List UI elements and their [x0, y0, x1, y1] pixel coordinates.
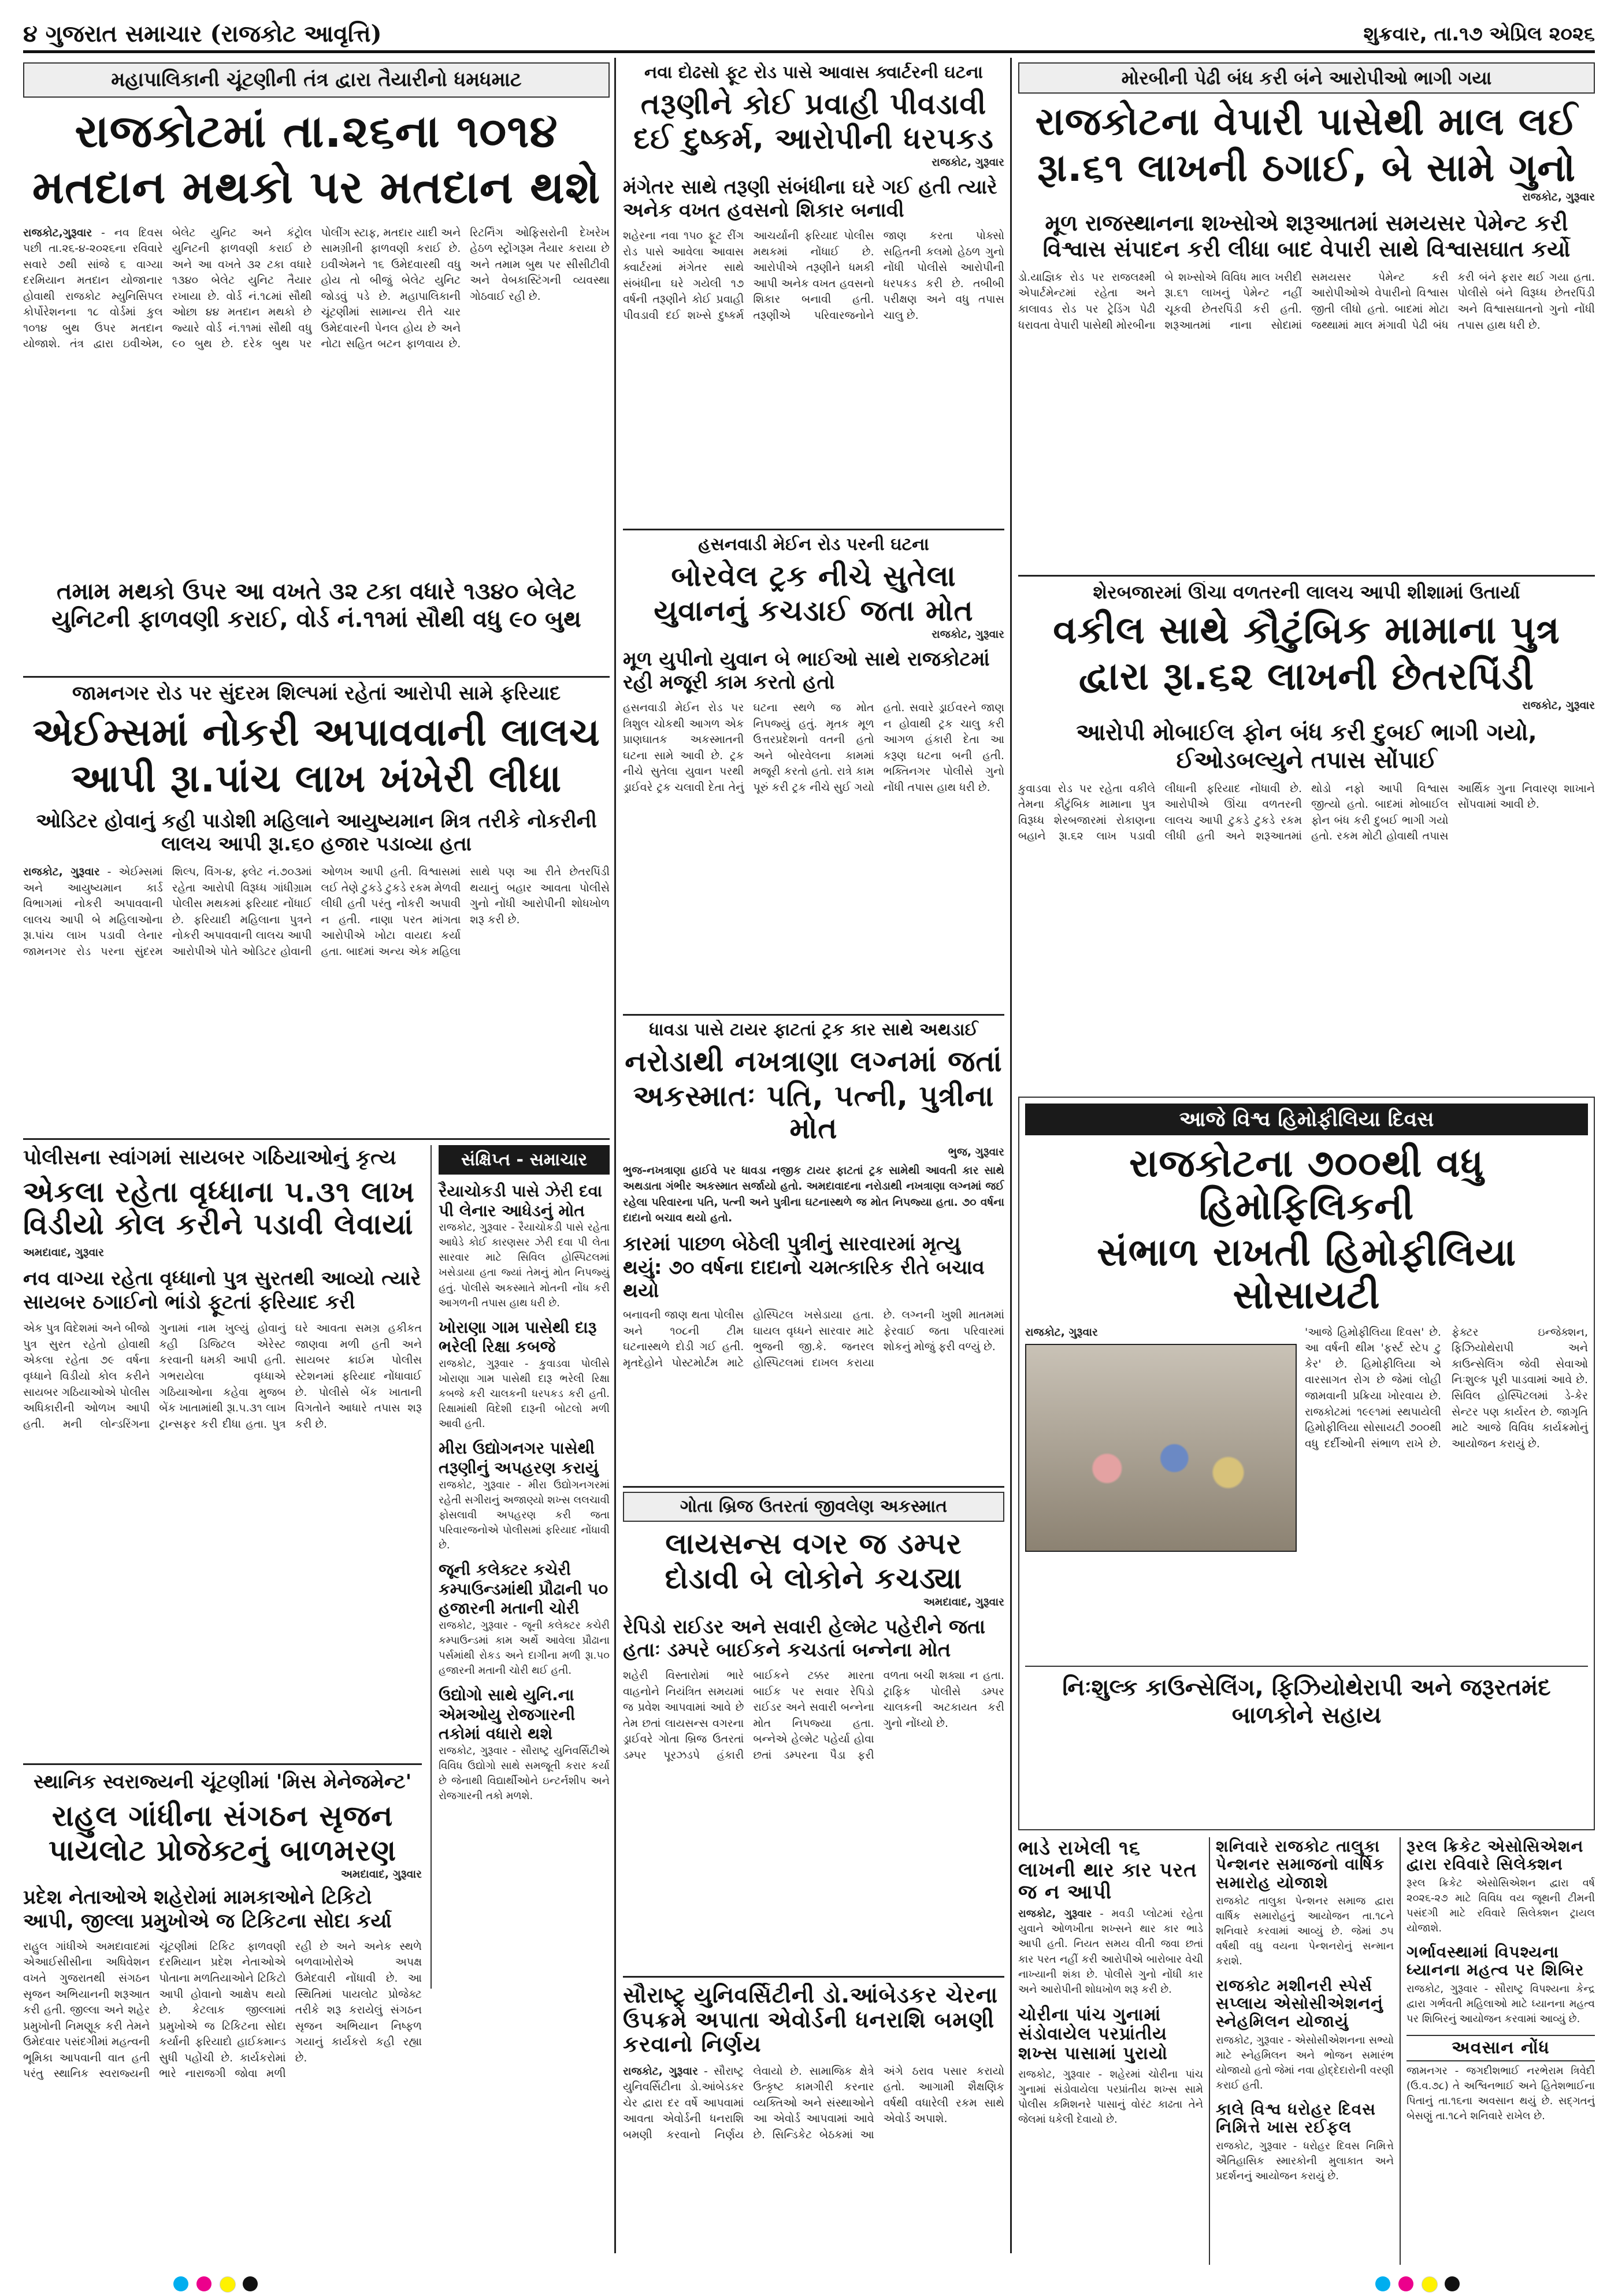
brief-headline: ઉદ્યોગો સાથે યુનિ.ના એમઓયુ રોજગારની તકોમાં વધારો થશે: [439, 1685, 576, 1744]
kicker: જામનગર રોડ પર સુંદરમ શિલ્પમાં રહેતાં આરોપી સામે ફરિયાદ: [72, 682, 561, 705]
section-rule: [623, 529, 1004, 530]
dateline-text: રાજકોટ, ગુરૂવાર: [932, 628, 1004, 641]
section-rule: [23, 676, 610, 678]
brief-body: રાજકોટ, ગુરૂવાર - જૂની કલેક્ટર કચેરી કમ્પાઉન્ડમાં કામ અર્થે આવેલા પ્રૌઢાના પર્સમાંથી રોકડ અને દાગીના મળી રૂા.૫૦ હજારની મતાની ચોરી થઈ હતી.: [439, 1619, 610, 1677]
dateline: [623, 1595, 1004, 1611]
dateline: [623, 1145, 1004, 1161]
brief-news-label: સંક્ષિપ્ત - સમાચાર: [439, 1145, 610, 1175]
kicker: સ્થાનિક સ્વરાજ્યની ચૂંટણીમાં 'મિસ મેનેજમેન્ટ': [33, 1770, 412, 1793]
registration-mark-magenta: [1398, 2276, 1413, 2291]
headline: ગર્ભાવસ્થામાં વિપશ્યના ધ્યાનના મહત્વ પર શિબિર: [1407, 1942, 1584, 1980]
dateline: [623, 627, 1004, 643]
article-body: કુવાડવા રોડ પર રહેતા વકીલે તેમના કૌટુંબિક મામાના પુત્ર વિરૂધ્ધ શેરબજારમાં રોકાણના બહાને રૂા.૬૨ લાખ પડાવી લીધાની ફરિયાદ નોંધાવી છે. આરોપીએ ઊંચા વળતરની લાલચ આપી ટુકડે ટુકડે રકમ લીધી હતી અને શરૂઆતમાં થોડો નફો આપી વિશ્વાસ જીત્યો હતો. બાદમાં મોબાઈલ ફોન બંધ કરી દુબઈ ભાગી ગયો હતો. રકમ મોટી હોવાથી તપાસ આર્થિક ગુના નિવારણ શાખાને સોંપવામાં આવી છે.: [1018, 782, 1595, 843]
headline: દ્વારા રૂા.૬૨ લાખની છેતરપિંડી: [1078, 654, 1535, 699]
dateline-text: અમદાવાદ, ગુરૂવાર: [923, 1596, 1004, 1608]
dateline-text: રાજકોટ, ગુરૂવાર: [1522, 191, 1595, 204]
article-rajkot-election: [23, 62, 610, 669]
brief-headline: ખોરાણા ગામ પાસેથી દારૂ ભરેલી રિક્ષા કબજે: [439, 1317, 597, 1357]
brief-news-column: [431, 1145, 610, 1989]
summary-line: નિઃશુલ્ક કાઉન્સેલિંગ, ફિઝિયોથેરાપી અને જરૂરતમંદ બાળકોને સહાય: [1025, 1666, 1588, 1729]
kicker: નવા દોઢસો ફૂટ રોડ પાસે આવાસ ક્વાર્ટરની ઘટના: [644, 62, 984, 83]
brief-body: રાજકોટ, ગુરૂવાર - સૌરાષ્ટ્ર યુનિવર્સિટીએ વિવિધ ઉદ્યોગો સાથે સમજૂતી કરાર કર્યા છે જેનાથી વિદ્યાર્થીઓને ઇન્ટર્નશીપ અને રોજગારની તકો મળશે.: [439, 1745, 610, 1803]
headline: રૂરલ ક્રિકેટ એસોસિએશન દ્વારા રવિવારે સિલેક્શન: [1407, 1837, 1584, 1874]
dateline-text: અમદાવાદ, ગુરૂવાર: [341, 1867, 422, 1881]
brief-headline: જૂની કલેક્ટર કચેરી કમ્પાઉન્ડમાંથી પ્રૌઢાની ૫૦ હજારની મતાની ચોરી: [439, 1560, 608, 1618]
article-thar-car: [1018, 1837, 1203, 2265]
kicker: આજે વિશ્વ હિમોફીલિયા દિવસ: [1025, 1104, 1588, 1135]
headline: બોરવેલ ટ્રક નીચે સુતેલા: [671, 559, 956, 593]
article-body: હસનવાડી મેઈન રોડ પર ત્રિશુલ ચોકથી આગળ એક પ્રાણઘાતક અકસ્માતની ઘટના સામે આવી છે. ટ્રક નીચે સુતેલા યુવાન પરથી ડ્રાઈવરે ટ્રક ચલાવી દેતા તેનું ઘટના સ્થળે જ મોત નિપજ્યું હતું. મૃતક મૂળ ઉત્તરપ્રદેશનો વતની હતો અને બોરવેલના કામમાં મજૂરી કરતો હતો. રાત્રે કામ પૂરું કરી ટ્રક નીચે સુઈ ગયો હતો. સવારે ડ્રાઈવરને જાણ ન હોવાથી ટ્રક ચાલુ કરી આગળ હંકારી દેતા આ કરૂણ ઘટના બની હતી. ભક્તિનગર પોલીસે ગુનો નોંધી તપાસ હાથ ધરી છે.: [623, 701, 1004, 794]
kicker: હસનવાડી મેઈન રોડ પરની ઘટના: [698, 534, 929, 555]
headline: યુવાનનું કચડાઈ જતા મોત: [654, 594, 974, 627]
headline: રાજકોટ મશીનરી સ્પેર્સ સપ્લાય એસોસીએશનનું સ્નેહમિલન યોજાયું: [1216, 1975, 1383, 2031]
subheadline: મંગેતર સાથે તરૂણી સંબંધીના ઘરે ગઈ હતી ત્યારે અનેક વખત હવસનો શિકાર બનાવી: [623, 175, 997, 222]
article-body: રાજકોટ તાલુકા પેન્શનર સમાજ દ્વારા વાર્ષિક સમારોહનું આયોજન તા.૧૮ને શનિવારે કરવામાં આવ્યું છે. જેમાં ૭૫ વર્ષથી વધુ વયના પેન્શનરોનું સન્માન કરાશે.: [1216, 1895, 1394, 1968]
headline: અકસ્માતઃ પતિ, પત્ની, પુત્રીના મોત: [633, 1079, 994, 1145]
dateline-text: ભુજ, ગુરૂવાર: [948, 1146, 1004, 1158]
registration-mark-black: [1445, 2276, 1460, 2291]
body-text: નવ દિવસ પછી તા.૨૬-૪-૨૦૨૬ના રવિવારે સવારે ૭થી સાંજે ૬ વાગ્યા દરમિયાન મતદાન યોજાનાર હોવાથી રાજકોટ મ્યુનિસિપલ કોર્પોરેશનના ૧૮ વોર્ડમાં કુલ ૧૦૧૪ બુથ ઉપર મતદાન યોજાશે. તંત્ર દ્વારા ઇવીએમ, બેલેટ યુનિટ અને કંટ્રોલ યુનિટની ફાળવણી કરાઈ છે અને આ વખતે ૩૨ ટકા વધારે ૧૩૪૦ બેલેટ યુનિટ તૈયાર રખાયા છે. વોર્ડ નં.૧૮માં સૌથી ઓછા ૪૪ મતદાન મથકો છે જ્યારે વોર્ડ નં.૧૧માં સૌથી વધુ ૯૦ બુથ છે. દરેક બુથ પર પોલીંગ સ્ટાફ, મતદાર યાદી અને સામગ્રીની ફાળવણી કરાઈ છે. ઇવીએમને ૧૬ ઉમેદવારથી વધુ હોય તો બીજું બેલેટ યુનિટ જોડવું પડે છે. મહાપાલિકાની ચૂંટણીમાં સામાન્ય રીતે ચાર ઉમેદવારની પેનલ હોય છે અને નોટા સહિત બટન ફાળવાય છે. રિટર્નિંગ ઓફિસરોની દેખરેખ હેઠળ સ્ટ્રોંગરૂમ તૈયાર કરાયા છે અને તમામ બુથ પર સીસીટીવી અને વેબકાસ્ટિંગની વ્યવસ્થા ગોઠવાઈ રહી છે.: [23, 226, 610, 351]
dateline: રાજકોટ, ગુરૂવાર: [1018, 1908, 1092, 1920]
headline: શનિવારે રાજકોટ તાલુકા પેન્શનર સમાજનો વાર્ષિક સમારોહ યોજાશે: [1216, 1837, 1385, 1892]
headline: મતદાન મથકો પર મતદાન થશે: [32, 162, 601, 214]
article-body: શહેરી વિસ્તારોમાં ભારે વાહનોને નિયંત્રિત સમયમાં જ પ્રવેશ આપવામાં આવે છે તેમ છતાં લાયસન્સ વગરના ડ્રાઈવરે ગોતા બ્રિજ ઉતરતાં ડમ્પર પૂરઝડપે હંકારી બાઈકને ટક્કર મારતા બાઈક પર સવાર રેપિડો રાઈડર અને સવારી બન્નેના મોત નિપજ્યા હતા. બન્નેએ હેલ્મેટ પહેર્યા હોવા છતાં ડમ્પરના પૈડા ફરી વળતા બચી શક્યા ન હતા. ટ્રાફિક પોલીસે ડમ્પર ચાલકની અટકાયત કરી ગુનો નોંધ્યો છે.: [623, 1669, 1004, 1762]
page-date: શુક્રવાર, તા.૧૭ એપ્રિલ ૨૦૨૬: [1363, 22, 1595, 46]
headline: ચોરીના પાંચ ગુનામાં સંડોવાયેલ પરપ્રાંતીય શખ્સ પાસામાં પુરાયો: [1018, 2004, 1168, 2064]
brief-headline: રૈયાચોકડી પાસે ઝેરી દવા પી લેનાર આધેડનું મોત: [439, 1182, 602, 1220]
headline: દોડાવી બે લોકોને કચડ્યા: [665, 1562, 963, 1595]
brief-body: રાજકોટ, ગુરૂવાર - મીરા ઉદ્યોગનગરમાં રહેતી સગીરાનું અજાણ્યો શખ્સ લલચાવી ફોસલાવી અપહરણ કરી જતા પરિવારજનોએ પોલીસમાં ફરિયાદ નોંધાવી છે.: [439, 1478, 610, 1551]
article-body: રાજકોટ, ગુરૂવાર - સૌરાષ્ટ્ર યુનિવર્સિટીના ડો.આંબેડકર ચેર દ્વારા દર વર્ષે આપવામાં આવતા એવોર્ડની ધનરાશિ બમણી કરવાનો નિર્ણય લેવાયો છે. સામાજિક ક્ષેત્રે ઉત્કૃષ્ટ કામગીરી કરનાર વ્યક્તિઓ અને સંસ્થાઓને આ એવોર્ડ આપવામાં આવે છે. સિન્ડિકેટ બેઠકમાં આ અંગે ઠરાવ પસાર કરાયો હતો. આગામી શૈક્ષણિક વર્ષથી વધારેલી રકમ સાથે એવોર્ડ અપાશે.: [623, 2064, 1004, 2141]
section-rule: [23, 1138, 610, 1140]
body-text: એઈમ્સમાં અને આયુષ્યમાન કાર્ડ વિભાગમાં નોકરી અપાવવાની લાલચ આપી બે મહિલાઓના રૂા.પાંચ લાખ પડાવી લેનાર જામનગર રોડ પરના સુંદરમ શિલ્પ, વિંગ-૪, ફ્લેટ નં.૭૦૩માં રહેતા આરોપી વિરૂધ્ધ ગાંધીગ્રામ પોલીસ મથકમાં ફરિયાદ નોંધાઈ છે. ફરિયાદી મહિલાના પુત્રને નોકરી અપાવવાની લાલચ આપી આરોપીએ પોતે ઓડિટર હોવાની ઓળખ આપી હતી. વિશ્વાસમાં લઈ તેણે ટુકડે ટુકડે રકમ મેળવી લીધી હતી પરંતુ નોકરી અપાવી ન હતી. નાણા પરત માંગતા આરોપીએ ખોટા વાયદા કર્યા હતા. બાદમાં અન્ય એક મહિલા સાથે પણ આ રીતે છેતરપિંડી થયાનું બહાર આવતા પોલીસે ગુનો નોંધી આરોપીની શોધખોળ શરૂ કરી છે.: [23, 865, 610, 958]
article-body: રાજકોટ, ગુરૂવાર - એસોસીએશનના સભ્યો માટે સ્નેહમિલન અને ભોજન સમારંભ યોજાયો હતો જેમાં નવા હોદ્દેદારોની વરણી કરાઈ હતી.: [1216, 2034, 1394, 2091]
section-rule: [623, 1976, 1004, 1978]
brief-headline: મીરા ઉદ્યોગનગર પાસેથી તરૂણીનું અપહરણ કરાયું: [439, 1439, 599, 1477]
article-body: રાજકોટ, ગુરૂવાર - ધરોહર દિવસ નિમિત્તે ઐતિહાસિક સ્મારકોની મુલાકાત અને પ્રદર્શનનું આયોજન કરાયું છે.: [1216, 2139, 1394, 2182]
headline: પાયલોટ પ્રોજેક્ટનું બાળમરણ: [48, 1833, 397, 1867]
dateline: [23, 1245, 422, 1261]
registration-mark-yellow: [1422, 2276, 1438, 2293]
registration-mark-black: [243, 2276, 258, 2291]
column-pensioners: [1209, 1837, 1394, 2265]
kicker: ગોતા બ્રિજ ઉતરતાં જીવલેણ અકસ્માત: [623, 1492, 1004, 1522]
article-body: બનાવની જાણ થતા પોલીસ અને ૧૦૮ની ટીમ ઘટનાસ્થળે દોડી ગઈ હતી. મૃતદેહોને પોસ્ટમોર્ટમ માટે હોસ્પિટલ ખસેડાયા હતા. ઘાયલ વૃધ્ધને સારવાર માટે ભુજની જી.કે. જનરલ હોસ્પિટલમાં દાખલ કરાયા છે. લગ્નની ખુશી માતમમાં ફેરવાઈ જતા પરિવારમાં શોકનું મોજું ફરી વળ્યું છે.: [623, 1309, 1004, 1369]
article-university-award: [623, 1983, 1004, 2266]
article-family-accident: [623, 1020, 1004, 1482]
dateline: રાજકોટ, ગુરૂવાર: [623, 2064, 698, 2078]
article-body: રાજકોટ, ગુરૂવાર - શહેરમાં ચોરીના પાંચ ગુનામાં સંડોવાયેલા પરપ્રાંતીય શખ્સ સામે પોલીસ કમિશનરે પાસાનું વોરંટ કાઢતા તેને જેલમાં ધકેલી દેવાયો છે.: [1018, 2068, 1203, 2126]
subheadline: કારમાં પાછળ બેઠેલી પુત્રીનું સારવારમાં મૃત્યુ થયું: ૭૦ વર્ષના દાદાનો ચમત્કારિક રીતે બચાવ થયો: [623, 1232, 985, 1303]
dateline: [1018, 698, 1595, 714]
article-body: રાજકોટ,ગુરૂવાર - નવ દિવસ પછી તા.૨૬-૪-૨૦૨૬ના રવિવારે સવારે ૭થી સાંજે ૬ વાગ્યા દરમિયાન મતદાન યોજાનાર હોવાથી રાજકોટ મ્યુનિસિપલ કોર્પોરેશનના ૧૮ વોર્ડમાં કુલ ૧૦૧૪ બુથ ઉપર મતદાન યોજાશે. તંત્ર દ્વારા ઇવીએમ, બેલેટ યુનિટ અને કંટ્રોલ યુનિટની ફાળવણી કરાઈ છે અને આ વખતે ૩૨ ટકા વધારે ૧૩૪૦ બેલેટ યુનિટ તૈયાર રખાયા છે. વોર્ડ નં.૧૮માં સૌથી ઓછા ૪૪ મતદાન મથકો છે જ્યારે વોર્ડ નં.૧૧માં સૌથી વધુ ૯૦ બુથ છે. દરેક બુથ પર પોલીંગ સ્ટાફ, મતદાર યાદી અને સામગ્રીની ફાળવણી કરાઈ છે. ઇવીએમને ૧૬ ઉમેદવારથી વધુ હોય તો બીજું બેલેટ યુનિટ જોડવું પડે છે. મહાપાલિકાની ચૂંટણીમાં સામાન્ય રીતે ચાર ઉમેદવારની પેનલ હોય છે અને નોટા સહિત બટન ફાળવાય છે. રિટર્નિંગ ઓફિસરોની દેખરેખ હેઠળ સ્ટ્રોંગરૂમ તૈયાર કરાયા છે અને તમામ બુથ પર સીસીટીવી અને વેબકાસ્ટિંગની વ્યવસ્થા ગોઠવાઈ રહી છે.: [23, 226, 610, 351]
article-trader-fraud: [1018, 62, 1595, 571]
dateline: રાજકોટ, ગુરૂવાર: [23, 865, 100, 879]
article-body: રાજકોટ, ગુરૂવાર - સૌરાષ્ટ્ર વિપશ્યના કેન્દ્ર દ્વારા ગર્ભવતી મહિલાઓ માટે ધ્યાનના મહત્વ પર શિબિરનું આયોજન કરવામાં આવ્યું છે.: [1407, 1982, 1595, 2025]
kicker: ધાવડા પાસે ટાયર ફાટતાં ટ્રક કાર સાથે અથડાઈ: [649, 1020, 978, 1040]
headline: રાહુલ ગાંધીના સંગઠન સૃજન: [51, 1799, 394, 1833]
subheadline: આરોપી મોબાઈલ ફોન બંધ કરી દુબઈ ભાગી ગયો, ઈઓડબલ્યુને તપાસ સોંપાઈ: [1076, 719, 1537, 774]
headline: લાયસન્સ વગર જ ડમ્પર: [665, 1527, 962, 1561]
article-body: 'આજે હિમોફીલિયા દિવસ' છે. આ વર્ષની થીમ 'ફર્સ્ટ સ્ટેપ ટુ કેર' છે. હિમોફીલિયા એ વારસાગત રોગ છે જેમાં લોહી જામવાની પ્રક્રિયા ખોરવાય છે. રાજકોટમાં ૧૯૯૧માં સ્થપાયેલી હિમોફીલિયા સોસાયટી ૭૦૦થી વધુ દર્દીઓની સંભાળ રાખે છે. ફેક્ટર ઇન્જેક્શન, ફિઝિયોથેરાપી અને કાઉન્સેલિંગ જેવી સેવાઓ નિઃશુલ્ક પૂરી પાડવામાં આવે છે. સિવિલ હોસ્પિટલમાં ડે-કેર સેન્ટર પણ કાર્યરત છે. જાગૃતિ માટે આજે વિવિધ કાર્યક્રમોનું આયોજન કરાયું છે.: [1305, 1325, 1588, 1450]
kicker: શેરબજારમાં ઊંચા વળતરની લાલચ આપી શીશામાં ઉતાર્યા: [1093, 581, 1520, 603]
section-rule: [623, 1486, 1004, 1488]
article-cyber-fraud: [23, 1145, 422, 1758]
obituary-body: જામનગર - જગદીશભાઈ નરભેરામ ત્રિવેદી (ઉ.વ.૭૮) તે અશ્વિનભાઈ અને હિતેશભાઈના પિતાનું તા.૧૬ના અવસાન થયું છે. સદ્ગતનું બેસણું તા.૧૮ને શનિવારે રાખેલ છે.: [1407, 2064, 1595, 2122]
subheadline: રેપિડો રાઈડર અને સવારી હેલ્મેટ પહેરીને જતા હતાઃ ડમ્પરે બાઈકને કચડતાં બન્નેના મોત: [623, 1615, 986, 1662]
headline: કાલે વિશ્વ ધરોહર દિવસ નિમિત્તે ખાસ રઈફલ: [1216, 2100, 1376, 2137]
article-body: એક પુત્ર વિદેશમાં અને બીજો પુત્ર સુરત રહેતો હોવાથી એકલા રહેતા ૭૯ વર્ષના વૃધ્ધાને વિડીયો કોલ કરીને સાયબર ગઠિયાઓએ પોલીસ અધિકારીની ઓળખ આપી હતી. મની લોન્ડરિંગના ગુનામાં નામ ખુલ્યું હોવાનું કહી ડિજિટલ એરેસ્ટ કરવાની ધમકી આપી હતી. ગભરાયેલા વૃધ્ધાએ ગઠિયાઓના કહેવા મુજબ બેંક ખાતામાંથી રૂા.૫.૩૧ લાખ ટ્રાન્સફર કરી દીધા હતા. પુત્ર ઘરે આવતા સમગ્ર હકીકત જાણવા મળી હતી અને સાયબર ક્રાઈમ પોલીસ સ્ટેશનમાં ફરિયાદ નોંધાવાઈ છે. પોલીસે બેંક ખાતાની વિગતોને આધારે તપાસ શરૂ કરી છે.: [23, 1322, 422, 1431]
headline: રાજકોટના ૭૦૦થી વધુ હિમોફિલિકની: [1129, 1141, 1485, 1229]
section-rule: [1018, 575, 1595, 577]
subheadline: મૂળ રાજસ્થાનના શખ્સોએ શરૂઆતમાં સમયસર પેમેન્ટ કરી વિશ્વાસ સંપાદન કરી લીધા બાદ વેપારી સાથે વિશ્વાસઘાત કર્યો: [1042, 210, 1571, 262]
page-masthead: ૪ ગુજરાત સમાચાર (રાજકોટ આવૃત્તિ): [23, 20, 382, 47]
headline: દઈ દુષ્કર્મ, આરોપીની ધરપકડ: [633, 122, 994, 155]
article-aiims-job-fraud: [23, 682, 610, 1132]
obituary-heading: અવસાન નોંધ: [1407, 2035, 1595, 2061]
column-rule: [614, 58, 616, 2253]
summary-line: તમામ મથકો ઉપર આ વખતે ૩૨ ટકા વધારે ૧૩૪૦ બેલેટ યુનિટની ફાળવણી કરાઈ, વોર્ડ નં.૧૧માં સૌથી વધુ ૯૦ બુથ: [51, 578, 581, 633]
dateline-text: રાજકોટ, ગુરૂવાર: [1025, 1325, 1098, 1339]
headline: નરોડાથી નખત્રાણા લગ્નમાં જતાં: [625, 1045, 1003, 1078]
headline: રાજકોટના વેપારી પાસેથી માલ લઈ: [1035, 99, 1578, 144]
article-lawyer-fraud: [1018, 581, 1595, 1090]
article-body: રાહુલ ગાંધીએ અમદાવાદમાં એઆઈસીસીના અધિવેશન વખતે ગુજરાતથી સંગઠન સૃજન અભિયાનની શરૂઆત કરી હતી. જીલ્લા અને શહેર પ્રમુખોની નિમણૂક કરી તેમને ઉમેદવાર પસંદગીમાં મહત્વની ભૂમિકા આપવાની વાત હતી પરંતુ સ્થાનિક સ્વરાજ્યની ચૂંટણીમાં ટિકિટ ફાળવણી દરમિયાન પ્રદેશ નેતાઓએ પોતાના મળતિયાઓને ટિકિટો આપી હોવાનો આક્ષેપ થયો છે. કેટલાક જીલ્લામાં પ્રમુખોએ જ ટિકિટના સોદા કર્યાની ફરિયાદો હાઈકમાન્ડ સુધી પહોંચી છે. કાર્યકરોમાં ભારે નારાજગી જોવા મળી રહી છે અને અનેક સ્થળે બળવાખોરોએ અપક્ષ ઉમેદવારી નોંધાવી છે. આ સ્થિતિમાં પાયલોટ પ્રોજેક્ટ તરીકે શરૂ કરાયેલું સંગઠન સૃજન અભિયાન નિષ્ફળ ગયાનું કાર્યકરો કહી રહ્યા છે.: [23, 1940, 422, 2080]
article-body: રાજકોટ, ગુરૂવાર - એઈમ્સમાં અને આયુષ્યમાન કાર્ડ વિભાગમાં નોકરી અપાવવાની લાલચ આપી બે મહિલાઓના રૂા.પાંચ લાખ પડાવી લેનાર જામનગર રોડ પરના સુંદરમ શિલ્પ, વિંગ-૪, ફ્લેટ નં.૭૦૩માં રહેતા આરોપી વિરૂધ્ધ ગાંધીગ્રામ પોલીસ મથકમાં ફરિયાદ નોંધાઈ છે. ફરિયાદી મહિલાના પુત્રને નોકરી અપાવવાની લાલચ આપી આરોપીએ પોતે ઓડિટર હોવાની ઓળખ આપી હતી. વિશ્વાસમાં લઈ તેણે ટુકડે ટુકડે રકમ મેળવી લીધી હતી પરંતુ નોકરી અપાવી ન હતી. નાણા પરત માંગતા આરોપીએ ખોટા વાયદા કર્યા હતા. બાદમાં અન્ય એક મહિલા સાથે પણ આ રીતે છેતરપિંડી થયાનું બહાર આવતા પોલીસે ગુનો નોંધી આરોપીની શોધખોળ શરૂ કરી છે.: [23, 865, 610, 958]
article-dumper-accident: [623, 1492, 1004, 1971]
registration-mark-cyan: [173, 2276, 188, 2291]
headline: ભાડે રાખેલી ૧૬ લાખની થાર કાર પરત જ ન આપી: [1018, 1837, 1197, 1904]
page-header: [23, 17, 1595, 53]
article-body: રૂરલ ક્રિકેટ એસોસિએશન દ્વારા વર્ષ ૨૦૨૬-૨૭ માટે વિવિધ વય જૂથની ટીમની પસંદગી માટે રવિવારે સિલેક્શન ટ્રાયલ યોજાશે.: [1407, 1877, 1595, 1934]
section-rule: [623, 1014, 1004, 1016]
section-rule: [23, 1763, 422, 1765]
column-cricket: [1400, 1837, 1595, 2265]
dateline-text: અમદાવાદ, ગુરૂવાર: [23, 1246, 104, 1260]
article-borewell-truck: [623, 534, 1004, 1008]
article-congress-organisation: [23, 1770, 422, 2267]
headline: એકલા રહેતા વૃધ્ધાના ૫.૩૧ લાખ વિડીયો કોલ કરીને પડાવી લેવાયાં: [23, 1175, 415, 1242]
article-assault-arrest: [623, 62, 1004, 525]
article-body: રાજકોટ, ગુરૂવાર - મવડી પ્લોટમાં રહેતા યુવાને ઓળખીતા શખ્સને થાર કાર ભાડે આપી હતી. નિયત સમય વીતી જવા છતાં કાર પરત નહીં કરી આરોપીએ બારોબાર વેચી નાખ્યાની શંકા છે. પોલીસે ગુનો નોંધી કાર અને આરોપીની શોધખોળ શરૂ કરી છે.: [1018, 1908, 1203, 1996]
column-rule: [1010, 58, 1012, 2253]
body-text: સૌરાષ્ટ્ર યુનિવર્સિટીના ડો.આંબેડકર ચેર દ્વારા દર વર્ષે આપવામાં આવતા એવોર્ડની ધનરાશિ બમણી કરવાનો નિર્ણય લેવાયો છે. સામાજિક ક્ષેત્રે ઉત્કૃષ્ટ કામગીરી કરનાર વ્યક્તિઓ અને સંસ્થાઓને આ એવોર્ડ આપવામાં આવે છે. સિન્ડિકેટ બેઠકમાં આ અંગે ઠરાવ પસાર કરાયો હતો. આગામી શૈક્ષણિક વર્ષથી વધારેલી રકમ સાથે એવોર્ડ અપાશે.: [623, 2064, 1004, 2141]
dateline: [1025, 1325, 1297, 1341]
registration-mark-cyan: [1375, 2276, 1390, 2291]
article-hemophilia: [1018, 1097, 1595, 1830]
registration-mark-yellow: [220, 2276, 236, 2293]
subheadline: મૂળ યુપીનો યુવાન બે ભાઈઓ સાથે રાજકોટમાં રહી મજૂરી કામ કરતો હતો: [623, 647, 990, 694]
kicker: મોરબીની પેઢી બંધ કરી બંને આરોપીઓ ભાગી ગયા: [1018, 62, 1595, 94]
headline: સૌરાષ્ટ્ર યુનિવર્સિટીની ડો.આંબેડકર ચેરના ઉપક્રમે અપાતા એવોર્ડની ધનરાશિ બમણી કરવાનો નિર્ણય: [623, 1983, 999, 2057]
article-body: શહેરના નવા ૧૫૦ ફૂટ રીંગ રોડ પાસે આવેલા આવાસ ક્વાર્ટરમાં મંગેતર સાથે સંબંધીના ઘરે ગયેલી ૧૭ વર્ષની તરૂણીને કોઈ પ્રવાહી પીવડાવી દઈ શખ્સે દુષ્કર્મ આચર્યાની ફરિયાદ પોલીસ મથકમાં નોંધાઈ છે. આરોપીએ તરૂણીને ધમકી આપી અનેક વખત હવસનો શિકાર બનાવી હતી. તરૂણીએ પરિવારજનોને જાણ કરતા પોક્સો સહિતની કલમો હેઠળ ગુનો નોંધી પોલીસે આરોપીની ધરપકડ કરી છે. તબીબી પરીક્ષણ અને વધુ તપાસ ચાલુ છે.: [623, 229, 1004, 322]
dateline: [23, 1867, 422, 1883]
subheadline: ઓડિટર હોવાનું કહી પાડોશી મહિલાને આયુષ્યમાન મિત્ર તરીકે નોકરીની લાલચ આપી રૂા.૬૦ હજાર પડાવ્યા હતા: [36, 809, 597, 856]
article-body: ડો.યાજ્ઞિક રોડ પર રાજલક્ષ્મી એપાર્ટમેન્ટમાં રહેતા અને કાલાવડ રોડ પર ટ્રેડિંગ પેઢી ધરાવતા વેપારી પાસેથી મોરબીના બે શખ્સોએ વિવિધ માલ ખરીદી રૂા.૬૧ લાખનું પેમેન્ટ નહીં ચૂકવી છેતરપિંડી કરી હતી. શરૂઆતમાં નાના સોદામાં સમયસર પેમેન્ટ કરી આરોપીઓએ વેપારીનો વિશ્વાસ જીતી લીધો હતો. બાદમાં મોટા જથ્થામાં માલ મંગાવી પેઢી બંધ કરી બંને ફરાર થઈ ગયા હતા. પોલીસે બંને વિરૂધ્ધ છેતરપિંડી અને વિશ્વાસઘાતનો ગુનો નોંધી તપાસ હાથ ધરી છે.: [1018, 270, 1595, 332]
headline: રાજકોટમાં તા.૨૬ના ૧૦૧૪: [75, 105, 558, 158]
body-text: મવડી પ્લોટમાં રહેતા યુવાને ઓળખીતા શખ્સને થાર કાર ભાડે આપી હતી. નિયત સમય વીતી જવા છતાં કાર પરત નહીં કરી આરોપીએ બારોબાર વેચી નાખ્યાની શંકા છે. પોલીસે ગુનો નોંધી કાર અને આરોપીની શોધખોળ શરૂ કરી છે.: [1018, 1908, 1203, 1996]
dateline: [1018, 190, 1595, 206]
lead-paragraph: ભુજ-નખત્રાણા હાઈવે પર ધાવડા નજીક ટાયર ફાટતાં ટ્રક સામેથી આવતી કાર સાથે અથડાતા ગંભીર અકસ્માત સર્જાયો હતો. અમદાવાદના નરોડાથી નખત્રાણા લગ્નમાં જઈ રહેલા પરિવારના પતિ, પત્ની અને પુત્રીના ઘટનાસ્થળે જ મોત નિપજ્યા હતા. ૭૦ વર્ષના દાદાનો બચાવ થયો હતો.: [623, 1164, 1004, 1225]
dateline-text: રાજકોટ, ગુરૂવાર: [932, 156, 1004, 169]
headline: તરૂણીને કોઈ પ્રવાહી પીવડાવી: [640, 87, 987, 121]
brief-body: રાજકોટ, ગુરૂવાર - રૈયાચોકડી પાસે રહેતા આધેડે કોઈ કારણસર ઝેરી દવા પી લેતા સારવાર માટે સિવિલ હોસ્પિટલમાં ખસેડાયા હતા જ્યાં તેમનું મોત નિપજ્યું હતું. પોલીસે અકસ્માતે મોતની નોંધ કરી આગળની તપાસ હાથ ધરી છે.: [439, 1221, 610, 1309]
registration-mark-magenta: [196, 2276, 211, 2291]
headline: સંભાળ રાખતી હિમોફીલિયા સોસાયટી: [1096, 1230, 1517, 1317]
dateline-text: રાજકોટ, ગુરૂવાર: [1522, 699, 1595, 712]
headline: એઈમ્સમાં નોકરી અપાવવાની લાલચ: [32, 709, 600, 755]
hemophilia-photo: [1025, 1344, 1297, 1552]
subheadline: નવ વાગ્યા રહેતા વૃધ્ધાનો પુત્ર સુરતથી આવ્યો ત્યારે સાયબર ઠગાઈનો ભાંડો ફૂટતાં ફરિયાદ કરી: [23, 1266, 421, 1314]
brief-body: રાજકોટ, ગુરૂવાર - કુવાડવા પોલીસે ખોરાણા ગામ પાસેથી દારૂ ભરેલી રિક્ષા કબજે કરી ચાલકની ધરપકડ કરી હતી. રિક્ષામાંથી વિદેશી દારૂની બોટલો મળી આવી હતી.: [439, 1357, 610, 1431]
headline: વકીલ સાથે કૌટુંબિક મામાના પુત્ર: [1053, 608, 1560, 653]
dateline: રાજકોટ,ગુરૂવાર: [23, 226, 92, 239]
kicker: પોલીસના સ્વાંગમાં સાયબર ગઠિયાઓનું કૃત્ય: [23, 1146, 396, 1169]
headline: આપી રૂા.પાંચ લાખ ખંખેરી લીધા: [70, 756, 562, 801]
kicker: મહાપાલિકાની ચૂંટણીની તંત્ર દ્વારા તૈયારીનો ધમધમાટ: [23, 62, 610, 98]
headline: રૂા.૬૧ લાખની ઠગાઈ, બે સામે ગુનો: [1037, 146, 1576, 191]
subheadline: પ્રદેશ નેતાઓએ શહેરોમાં મામકાઓને ટિકિટો આપી, જીલ્લા પ્રમુખોએ જ ટિકિટના સોદા કર્યા: [23, 1886, 392, 1933]
dateline: [623, 155, 1004, 171]
